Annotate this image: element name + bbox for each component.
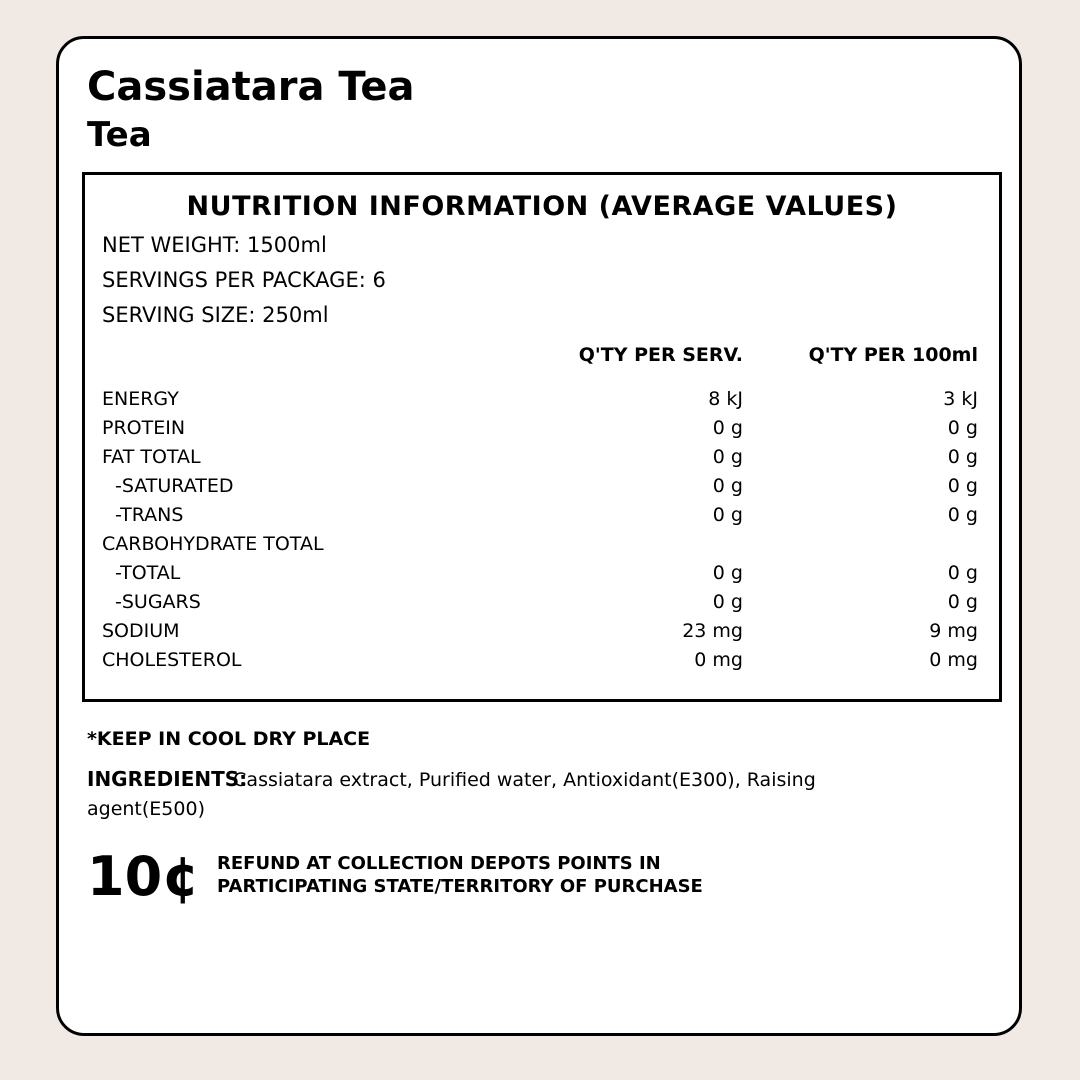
refund-amount: 10¢: [87, 845, 200, 908]
storage-note: *KEEP IN COOL DRY PLACE: [87, 728, 371, 750]
nutrient-per-100ml: 9 mg: [929, 620, 978, 642]
nutrient-name: CHOLESTEROL: [102, 649, 242, 671]
product-type: Tea: [87, 115, 152, 155]
refund-text-line-2: PARTICIPATING STATE/TERRITORY OF PURCHASE: [217, 876, 703, 897]
nutrient-row-sodium: [102, 617, 978, 646]
column-header-per-100ml: Q'TY PER 100ml: [808, 344, 978, 366]
nutrient-row-cholesterol: [102, 646, 978, 675]
nutrient-row-sugars: [102, 588, 978, 617]
refund-text: [217, 852, 817, 898]
nutrient-name: ENERGY: [102, 388, 179, 410]
nutrient-row-carb-total: [102, 559, 978, 588]
nutrient-name: -SATURATED: [115, 475, 234, 497]
servings-per-package: SERVINGS PER PACKAGE: 6: [102, 268, 386, 292]
nutrient-row-fat-total: [102, 443, 978, 472]
nutrient-name: -TRANS: [115, 504, 184, 526]
nutrient-per-serving: 0 g: [712, 504, 743, 526]
nutrient-per-serving: 0 g: [712, 562, 743, 584]
nutrient-per-serving: 0 mg: [694, 649, 743, 671]
product-label-card: [56, 36, 1022, 1036]
nutrient-per-serving: 23 mg: [682, 620, 743, 642]
nutrient-per-serving: 0 g: [712, 446, 743, 468]
serving-size: SERVING SIZE: 250ml: [102, 303, 329, 327]
nutrition-title: NUTRITION INFORMATION (AVERAGE VALUES): [186, 191, 898, 222]
nutrient-row-saturated: [102, 472, 978, 501]
nutrient-per-100ml: 3 kJ: [943, 388, 978, 410]
nutrient-per-100ml: 0 g: [947, 417, 978, 439]
net-weight: NET WEIGHT: 1500ml: [102, 233, 327, 257]
nutrient-name: -TOTAL: [115, 562, 181, 584]
nutrient-row-trans: [102, 501, 978, 530]
column-header-per-serving: Q'TY PER SERV.: [578, 344, 743, 366]
nutrient-per-100ml: 0 mg: [929, 649, 978, 671]
nutrient-name: SODIUM: [102, 620, 180, 642]
nutrient-per-100ml: 0 g: [947, 475, 978, 497]
nutrition-panel: [82, 172, 1002, 702]
nutrient-row-carbohydrate-total: [102, 530, 978, 559]
nutrient-name: CARBOHYDRATE TOTAL: [102, 533, 324, 555]
nutrient-per-serving: 0 g: [712, 591, 743, 613]
nutrient-per-100ml: 0 g: [947, 562, 978, 584]
nutrition-table: [102, 385, 978, 675]
nutrient-name: PROTEIN: [102, 417, 186, 439]
nutrient-name: -SUGARS: [115, 591, 201, 613]
ingredients-label: INGREDIENTS:: [87, 767, 248, 791]
refund-text-line-1: REFUND AT COLLECTION DEPOTS POINTS IN: [217, 853, 661, 874]
ingredients-block: [87, 765, 887, 824]
nutrient-name: FAT TOTAL: [102, 446, 201, 468]
nutrient-per-100ml: 0 g: [947, 504, 978, 526]
nutrient-per-serving: 0 g: [712, 417, 743, 439]
ingredients-text: Cassiatara extract, Purified water, Antioxidant(E300), Raising agent(E500): [87, 769, 816, 820]
nutrient-per-100ml: 0 g: [947, 591, 978, 613]
nutrient-row-energy: [102, 385, 978, 414]
nutrient-per-serving: 0 g: [712, 475, 743, 497]
nutrient-per-100ml: 0 g: [947, 446, 978, 468]
nutrient-row-protein: [102, 414, 978, 443]
nutrient-per-serving: 8 kJ: [708, 388, 743, 410]
product-name: Cassiatara Tea: [87, 64, 415, 110]
